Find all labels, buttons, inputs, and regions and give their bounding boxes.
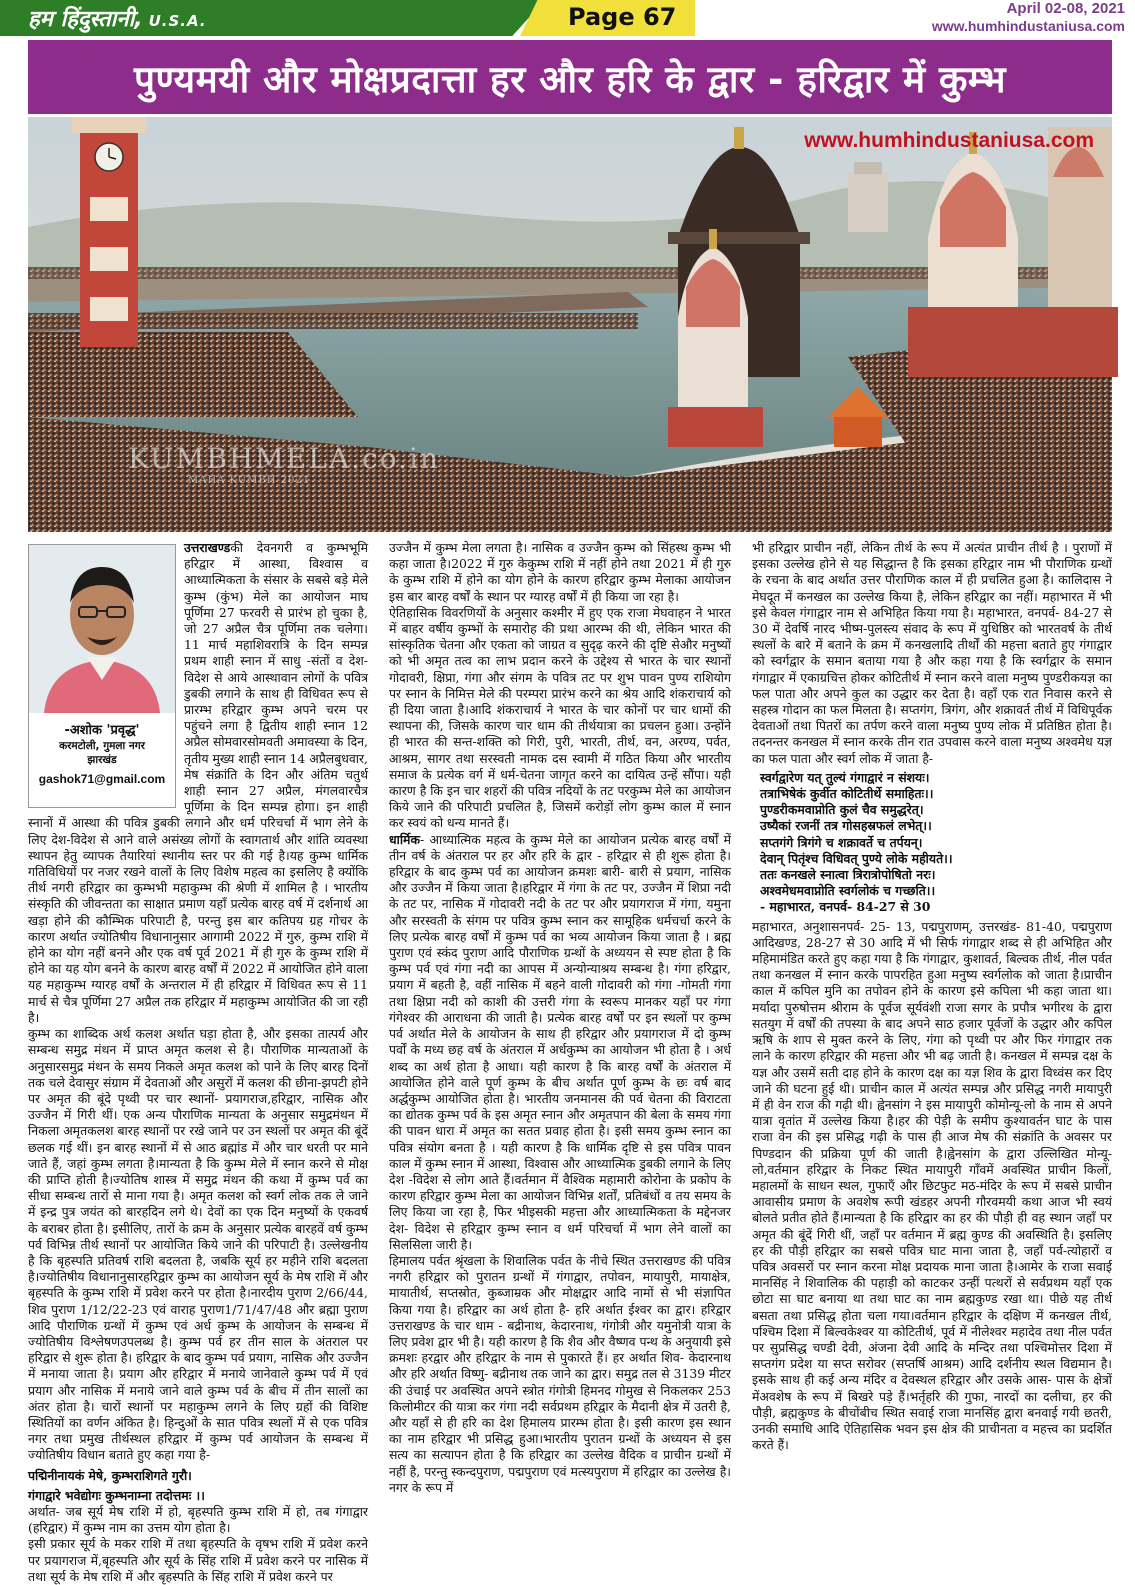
watermark-subtext: MAHA KUMBH 2021	[188, 475, 311, 486]
shloka-line: स्वर्गद्वारेण यत् तुल्यं गंगाद्वारं न संशयः।	[760, 769, 930, 785]
headline-title: पुण्यमयी और मोक्षप्रदात्ता हर और हरि के द्वार - हरिद्वार में कुम्भ	[134, 57, 1006, 101]
photo-watermark	[128, 442, 440, 486]
col2-p3-text: - आध्यात्मिक महत्व के कुम्भ मेले का आयोजन प्रत्येक बारह वर्षों में तीन वर्ष के अंतराल पर हर और हरि के द्वार - हरिद्वार से ही शुरू होता है। हरिद्वार के बाद कुम्भ पर्व का आयोजन क्रमशः बारी- बारी से प्रयाग, नासिक और उज्जैन में किया जाता है।हरिद्वार में गंगा के तट पर, उज्जैन में शिप्रा नदी के तट पर, नासिक में गोदावरी नदी के तट पर और प्रयागराज में गंगा, यमुना और सरस्वती के संगम पर पवित्र कुम्भ स्नान कर सामूहिक धर्मचर्चा करने के लिए प्रत्येक बारह वर्षों में कुम्भ पर्व का भव्य आयोजन किया जाता है । ब्रह्म पुराण एवं स्कंद पुराण आदि पौराणिक ग्रन्थों के अध्ययन से स्पष्ट होता है कि कुम्भ पर्व एवं गंगा नदी का आपस में अन्योन्याश्रय सम्बन्ध है। गंगा हरिद्वार, प्रयाग में बहती है, वहीं नासिक में बहने वाली गोदावरी को गंगा -गोमती गंगा तथा क्षिप्रा नदी को काशी की उत्तरी गंगा के स्वरूप मानकर यहाँ पर गंगा गंगेश्वर की आराधना की जाती है। प्रत्येक बारह वर्षों पर इन स्थलों पर कुम्भ पर्व अर्थात मेले के आयोजन के साथ ही हरिद्वार और प्रयागराज में दो कुम्भ पर्वों के मध्य छह वर्ष के अंतराल में अर्धकुम्भ का आयोजन भी होता है । अर्ध शब्द का अर्थ होता है आधा। यही कारण है कि बारह वर्षों के अंतराल में आयोजित होने वाले पूर्ण कुम्भ के बीच अर्थात पूर्ण कुम्भ के छः वर्ष बाद अर्द्धकुम्भ आयोजित होता है। भारतीय जनमानस की पर्व चेतना की विराटता का द्योतक कुम्भ पर्व के इस अमृत स्नान और अमृतपान की बेला के समय गंगा की पावन धारा में अमृत का सतत प्रवाह होता है। इसी समय कुम्भ स्नान का पवित्र संयोग बनता है । यही कारण है कि धार्मिक दृष्टि से इस पवित्र पावन काल में कुम्भ स्नान में आस्था, विश्वास और आध्यात्मिक डुबकी लगाने के लिए देश -विदेश से लोग आते हैं।वर्तमान में वैश्विक महामारी कोरोना के प्रकोप के कारण हरिद्वार कुम्भ मेला का आयोजन विभिन्न शर्तों, प्रतिबंधों व तय समय के लिए किया जा रहा है, फिर भीइसकी महत्ता और आध्यात्मिकता के मद्देनजर देश- विदेश से हरिद्वार कुम्भ स्नान व धर्म परिचर्चा में भाग लेने वालों का सिलसिला जारी है।	[389, 831, 731, 1252]
author-name: -अशोक 'प्रवृद्ध'	[64, 723, 140, 738]
article-column-2	[389, 540, 731, 1495]
col3-paragraph-1: भी हरिद्वार प्राचीन नहीं, लेकिन तीर्थ के रूप में अत्यंत प्राचीन तीर्थ है । पुराणों में इसका उल्लेख होने से यह सिद्धान्त है कि इसका हरिद्वार नाम भी पौराणिक ग्रन्थों के रचना के बाद अर्थात उत्तर पौराणिक काल में ही प्रचलित हुआ है। कालिदास ने मेघदूत में कनखल का उल्लेख किया है, लेकिन हरिद्वार का नहीं। महाभारत में भी इसे केवल गंगाद्वार नाम से अभिहित किया गया है। महाभारत, वनपर्व- 84-27 से 30 में देवर्षि नारद भीष्म-पुलस्त्य संवाद के रूप में युधिष्ठिर को भारतवर्ष के तीर्थ स्थलों के बारे में बताने के क्रम में कनखलादि तीर्थों की महत्ता बताते हुए गंगाद्वार को स्वर्गद्वार के समान बताया गया है और कहा गया है कि स्वर्गद्वार के समान गंगाद्वार में एकाग्रचित्त होकर कोटितीर्थ में स्नान करने वाला मनुष्य पुण्डरीकयज्ञ का फल पाता और अपने कुल का उद्धार कर देता है। वहाँ एक रात निवास करने से सहस्त्र गोदान का फल मिलता है। सप्तगंग, त्रिगंग, और शक्रावर्त तीर्थ में विधिपूर्वक देवताओं तथा पितरों का तर्पण करने वाला मनुष्य पुण्य लोक में प्रतिष्ठित होता है। तदनन्तर कनखल में स्नान करके तीन रात उपवास करने वाला मनुष्य अश्वमेध यज्ञ का फल पाता और स्वर्ग लोक में जाता है-	[752, 540, 1112, 766]
shloka-line: उष्यैकां रजनीं तत्र गोसहस्रफलं लभेत्।।	[760, 818, 932, 834]
author-place-2: झारखंड	[87, 754, 117, 767]
author-email[interactable]: gashok71@gmail.com	[38, 772, 166, 787]
issue-date: April 02-08, 2021	[1006, 0, 1125, 17]
col1-paragraph-2: कुम्भ का शाब्दिक अर्थ कलश अर्थात घड़ा होता है, और इसका तात्पर्य और सम्बन्ध समुद्र मंथन में प्राप्त अमृत कलश से है। पौराणिक मान्यताओं के अनुसारसमुद्र मंथन के समय निकले अमृत कलश को पाने के लिए बारह दिनों तक चले देवासुर संग्राम में देवताओं और असुरों में कलश की छीना-झपटी होने पर अमृत की बूंदे पृथ्वी पर चार स्थानों- प्रयागराज,हरिद्वार, नासिक और उज्जैन में गिरी थीं। एक अन्य पौराणिक मान्यता के अनुसार समुद्रमंथन में निकला अमृतकलश बारह स्थानों पर रखे जाने पर उन स्थलों पर अमृत की बूंदें छलक गई थीं। इन बारह स्थानों में से आठ ब्रह्मांड में और चार धरती पर माने जाते हैं, जहां कुम्भ लगता है।मान्यता है कि कुम्भ मेले में स्नान करने से मोक्ष की प्राप्ति होती है।ज्योतिष शास्त्र में समुद्र मंथन की कथा में कुम्भ पर्व का सीधा सम्बन्ध तारों से माना गया है। अमृत कलश को स्वर्ग लोक तक ले जाने में इन्द्र पुत्र जयंत को बारहदिन लगे थे। देवों का एक दिन मनुष्यों के एकवर्ष के बराबर होता है। इसीलिए, तारों के क्रम के अनुसार प्रत्येक बारहवें वर्ष कुम्भ पर्व विभिन्न तीर्थ स्थानों पर आयोजित किये जाने की परिपाटी है। उल्लेखनीय है कि बृहस्पति प्रतिवर्ष राशि बदलता है, जबकि सूर्य हर महीने राशि बदलता है।ज्योतिषीय विधानानुसारहरिद्वार कुम्भ का आयोजन सूर्य के मेष राशि में और बृहस्पति के कुम्भ राशि में प्रवेश करने पर होता है।नारदीय पुराण 2/66/44, शिव पुराण 1/12/22-23 एवं वाराह पुराण1/71/47/48 और ब्रह्मा पुराण आदि पौराणिक ग्रन्थों में कुम्भ एवं अर्ध कुम्भ के आयोजन के सम्बन्ध में ज्योतिषीय विश्लेषणउपलब्ध है। कुम्भ पर्व हर तीन साल के अंतराल पर हरिद्वार से शुरू होता है। हरिद्वार के बाद कुम्भ पर्व प्रयाग, नासिक और उज्जैन में मनाया जाता है। प्रयाग और हरिद्वार में मनाये जानेवाले कुम्भ पर्व में एवं प्रयाग और नासिक में मनाये जाने वाले कुम्भ पर्व के बीच में तीन सालों का अंतर होता है। चारों स्थानों पर महाकुम्भ लगने के लिए ग्रहों की विशिष्ट स्थितियों का वर्णन अंकित है। हिन्दुओं के सात पवित्र स्थलों में से एक पवित्र नगर तथा प्रमुख तीर्थस्थल हरिद्वार में कुम्भ पर्व आयोजन के सम्बन्ध में ज्योतिषीय विधान बताते हुए कहा गया है-	[28, 1026, 368, 1463]
clock-tower	[72, 117, 146, 347]
col1-shloka-1: पद्मिनीनायकं मेषे, कुम्भराशिगते गुरौ।	[28, 1467, 192, 1483]
col1-p1-text: की देवनगरी व कुम्भभूमि हरिद्वार में आस्था, विश्वास व आध्यात्मिकता के संसार के सबसे बड़े मेले कुम्भ (कुंभ) मेले का आयोजन माघ पूर्णिमा 27 फरवरी से प्रारंभ हो चुका है, जो 27 अप्रैल चैत्र पूर्णिमा तक चलेगा। 11 मार्च महाशिवरात्रि के दिन सम्पन्न प्रथम शाही स्नान में साधु -संतों व देश- विदेश से आये आस्थावान लोगों के पवित्र डुबकी लगाने के साथ ही विधिवत रूप से प्रारम्भ हरिद्वार कुम्भ अपने चरम पर पहुंचने लगा है द्वितीय शाही स्नान 12 अप्रैल सोमवारसोमवती अमावस्या के दिन, तृतीय मुख्य शाही स्नान 14 अप्रैलबुधवार, मेष संक्रांति के दिन और अंतिम चतुर्थ शाही स्नान 27 अप्रैल, मंगलवारचैत्र पूर्णिमा के दिन सम्पन्न होगा। इन शाही स्नानों में आस्था की पवित्र डुबकी लगाने और धर्म परिचर्चा में भाग लेने के लिए देश-विदेश से आने वाले असंख्य लोगों के स्वागतार्थ और शांति व्यवस्था स्थापन हेतु व्यापक तैयारियां स्थानीय स्तर पर की गई है।यह कुम्भ धार्मिक गतिविधियों पर नजर रखने वालों के लिए विशेष महत्व का इसलिए है क्योंकि तीर्थ नगरी हरिद्वार का कुम्भभी महाकुम्भ की श्रेणी में शामिल है । भारतीय संस्कृति की जीवन्तता का साक्षात प्रमाण यहाँ प्रत्येक बारह वर्ष में दर्शनार्थ आ खड़ा होने की कौम्भिक परिपाटी है, परन्तु इस बार कतिपय ग्रह गोचर के कारण अर्थात ज्योतिषीय विधानानुसार आगामी 2022 में गुरु, कुम्भ राशि में होने का योग नहीं बनने और एक वर्ष पूर्व 2021 में ही गुरु के कुम्भ राशि में होने का यह योग बनने के कारण बारह वर्षों में 2022 में आयोजित होने वाला यह महाकुम्भ ग्यारह वर्षों के अन्तराल में ही हरिद्वार में विधिवत रूप से 11 मार्च से चैत्र पूर्णिमा 27 अप्रैल तक हरिद्वार में महाकुम्भ आयोजित की जा रही है।	[28, 540, 368, 1025]
page-number: Page 67	[568, 3, 677, 31]
masthead	[0, 0, 1135, 36]
author-place-1: करमटोली, गुमला नगर	[59, 740, 145, 753]
col2-paragraph-3	[389, 832, 731, 1253]
shloka-line: पुण्डरीकमवाप्नोति कुलं चैव समुद्धरेत्।	[760, 802, 924, 818]
author-portrait	[29, 545, 175, 713]
col1-paragraph-4: इसी प्रकार सूर्य के मकर राशि में तथा बृहस्पति के वृषभ राशि में प्रवेश करने पर प्रयागराज में,बृहस्पति और सूर्य के सिंह राशि में प्रवेश करने पर नासिक में तथा सूर्य के मेष राशि में और बृहस्पति के सिंह राशि में प्रवेश करने पर	[28, 1536, 368, 1584]
shloka-line: अश्वमेधमवाप्नोति स्वर्गलोकं च गच्छति।।	[760, 883, 936, 899]
col2-paragraph-4: हिमालय पर्वत श्रृंखला के शिवालिक पर्वत के नीचे स्थित उत्तराखण्ड की पवित्र नगरी हरिद्वार को पुरातन ग्रन्थों में गंगाद्वार, तपोवन, मायापुरी, मायाक्षेत्र, मायातीर्थ, सप्तस्रोत, कुब्जाम्रक और मोक्षद्वार आदि नामों से भी संज्ञापित किया गया है। हरिद्वार का अर्थ होता है- हरि अर्थात ईश्वर का द्वार। हरिद्वार उत्तराखण्ड के चार धाम - बद्रीनाथ, केदारनाथ, गंगोत्री और यमुनोत्री यात्रा के लिए प्रवेश द्वार भी है। यही कारण है कि शैव और वैष्णव पन्थ के अनुयायी इसे क्रमशः हरद्वार और हरिद्वार के नाम से पुकारते हैं। हर अर्थात शिव- केदारनाथ और हरि अर्थात विष्णु- बद्रीनाथ तक जाने का द्वार। समुद्र तल से 3139 मीटर की उंचाई पर अवस्थित अपने स्त्रोत गंगोत्री हिमनद गोमुख से निकलकर 253 किलोमीटर की यात्रा कर गंगा नदी सर्वप्रथम हरिद्वार के मैदानी क्षेत्र में उतरी है, और यहाँ से ही हरि का देश हिमालय प्रारम्भ होता है। इसी कारण इस स्थान का नाम हरिद्वार भी प्रसिद्ध हुआ।भारतीय पुरातन ग्रन्थों के अध्ययन से इस सत्य का सत्यापन होता है कि हरिद्वार का उल्लेख वैदिक व प्राचीन ग्रन्थों में नहीं है, परन्तु स्कन्दपुराण, पद्मपुराण एवं मत्स्यपुराण में हरिद्वार का उल्लेख है। नगर के रूप में	[389, 1252, 731, 1495]
col3-shloka-block	[752, 770, 1112, 916]
kumbh-photo	[28, 117, 1112, 532]
headline-banner	[28, 40, 1112, 114]
col2-paragraph-2: ऐतिहासिक विवरणियों के अनुसार कश्मीर में हुए एक राजा मेघवाहन ने भारत में बाहर वर्षीय कुम्भों के समारोह की प्रथा आरम्भ की थी, लेकिन भारत की सांस्कृतिक चेतना और एकता को जाग्रत व सुदृढ़ करने की दृष्टि सेऔर मनुष्यों को भी अमृत तत्व का लाभ प्रदान करने के उद्देश्य से भारत के चार स्थानों गोदावरी, क्षिप्रा, गंगा और संगम के पवित्र तट पर शुभ पावन पुण्य राशियोग पर स्नान के निमित्त मेले की परम्परा प्रारंभ करने का श्रेय आदि शंकराचार्य को ही दिया जाता है।आदि शंकराचार्य ने भारत के चार कोनों पर चार धामों की स्थापना की, जिसके कारण चार धाम की तीर्थयात्रा का प्रचलन हुआ। उन्होंने ही भारत की सन्त-शक्ति को गिरी, पुरी, भारती, तीर्थ, वन, अरण्य, पर्वत, आश्रम, सागर तथा सरस्वती नामक दस स्वामी में गठित किया और भारतीय समाज के प्रत्येक वर्ग में धर्म-चेतना जागृत करने का दायित्व उन्हें सौंपा। यही कारण है कि इन चार शहरों की पवित्र नदियों के तट परकुम्भ मेले का आयोजन किये जाने की परिपाटी प्रचलित है, जिसमें करोड़ों लोग कुम्भ काल में स्नान कर स्वयं को धन्य मानते हैं।	[389, 604, 731, 831]
author-box	[28, 544, 176, 808]
shloka-reference: - महाभारत, वनपर्व- 84-27 से 30	[760, 899, 931, 915]
lead-word: उत्तराखण्ड	[184, 540, 231, 555]
shloka-line: सप्तगंगे त्रिगंगे च शक्रावर्ते च तर्पयन्।	[760, 834, 923, 850]
article-column-3	[752, 540, 1112, 1476]
author-photo	[29, 545, 175, 713]
shloka-line: तत्राभिषेकं कुर्वीत कोटितीर्थे समाहितः।।	[760, 786, 934, 802]
col2-p3-lead: धार्मिक	[389, 831, 420, 847]
paper-name	[28, 3, 207, 33]
article-column-1	[28, 540, 368, 1584]
col1-shloka-2: गंगाद्वारे भवेद्योगः कुम्भनाम्ना तदोत्तमः ।।	[28, 1487, 205, 1503]
shloka-line: देवान् पितृंश्च विधिवत् पुण्ये लोके महीयते।।	[760, 850, 953, 866]
paper-name-text: हम हिंदुस्तानी,	[28, 7, 143, 32]
col2-paragraph-1: उज्जैन में कुम्भ मेला लगता है। नासिक व उज्जैन कुम्भ को सिंहस्थ कुम्भ भी कहा जाता है।2022 में गुरु केकुम्भ राशि में नहीं होने तथा 2021 में ही गुरु के कुम्भ राशि में होने का योग होने के कारण हरिद्वार कुम्भ मेलाका आयोजन इस बार बारह वर्षों के स्थान पर ग्यारह वर्षों में ही किया जा रहा है।	[389, 540, 731, 604]
shloka-line: ततः कनखले स्नात्वा त्रिरात्रोपोषितो नरः।	[760, 867, 936, 883]
distant-building	[848, 162, 888, 232]
paper-region: U.S.A.	[148, 12, 207, 30]
col3-paragraph-2: महाभारत, अनुशासनपर्व- 25- 13, पद्मपुराणम्, उत्तरखंड- 81-40, पद्मपुराण आदिखण्ड, 28-27 से 30 आदि में भी सिर्फ गंगाद्वार शब्द से ही अभिहित और महिमामंडित करते हुए कहा गया है कि गंगाद्वार, कुशावर्त, बिल्वक तीर्थ, नील पर्वत तथा कनखल में स्नान करके पापरहित हुआ मनुष्य स्वर्गलोक को जाता है।प्राचीन काल में कपिल मुनि का तपोवन होने के कारण इसे कपिला भी कहा जाता था। मर्यादा पुरुषोत्तम श्रीराम के पूर्वज सूर्यवंशी राजा सगर के प्रपौत्र भगीरथ के द्वारा सतयुग में वर्षों की तपस्या के बाद अपने साठ हजार पूर्वजों के उद्धार और कपिल ऋषि के शाप से मुक्त करने के लिए, गंगा को पृथ्वी पर और फिर गंगाद्वार तक लाने के कारण हरिद्वार की महत्ता और भी बढ़ जाती है। कनखल में सम्पन्न दक्ष के यज्ञ और उसमें सती दाह होने के कारण दक्ष का यज्ञ शिव के द्वारा विध्वंस कर दिए जाने की घटना हुई थी। प्राचीन काल में अत्यंत सम्पन्न और प्रसिद्ध नगरी मायापुरी में ही वेन राज की गढ़ी थी। ह्वेनसांग ने इस मायापुरी कोमोन्यू-लो के नाम से अपने यात्रा वृतांत में उल्लेख किया है।हर की पेड़ी के समीप कुश्यावर्तन घाट के पास राजा वेन की इस प्रसिद्ध गढ़ी के पास ही आज मेष की संक्रांति के अवसर पर पिण्डदान की प्रक्रिया पूर्ण की जाती है।ह्वेनसांग के द्वारा उल्लिखित मोन्यू-लो,वर्तमान हरिद्वार के निकट स्थित मायापुरी गाँवमें अवस्थित प्राचीन किलों, महालमों के साधन स्थल, गुफाएँ और छिटफुट मठ-मंदिर के रूप में सबसे प्राचीन आवासीय प्रमाण के अवशेष रूपी खंडहर अपनी गौरवमयी कथा आज भी स्वयं बोलते प्रतीत होते हैं।मान्यता है कि हरिद्वार का हर की पौड़ी ही वह स्थान जहाँ पर अमृत की बूंदें गिरी थीं, जहाँ पर वर्तमान में ब्रह्म कुण्ड की अवस्थिति है। इसलिए हर की पौड़ी हरिद्वार का सबसे पवित्र घाट माना जाता है, जहाँ पर्व-त्योहारों व पवित्र अवसरों पर स्नान करना मोक्ष प्रदायक माना जाता है।आमेर के राजा सवाई मानसिंह ने शिवालिक की पहाड़ी को काटकर उन्हीं पत्थरों से सर्वप्रथम यहाँ एक छोटा सा घाट बनाया था तथा घाट का नाम ब्रह्मकुण्ड रखा था। पीछे यह तीर्थ बसता तथा प्रसिद्ध होता चला गया।वर्तमान हरिद्वार के दक्षिण में कनखल तीर्थ, पश्चिम दिशा में बिल्वकेश्वर या कोटितीर्थ, पूर्व में नीलेश्वर महादेव तथा नील पर्वत पर सुप्रसिद्ध चण्डी देवी, अंजना देवी आदि के मन्दिर तथा पश्चिमोत्तर दिशा में सप्तगंग प्रदेश या सप्त सरोवर (सप्तर्षि आश्रम) आदि दर्शनीय स्थल विद्यमान है।इसके साथ ही कई अन्य मंदिर व देवस्थल हरिद्वार और उसके आस- पास के क्षेत्रों मेंअवशेष के रूप में बिखरे पड़े हैं।भर्तृहरि की गुफा, नारदों का दलीचा, हर की पौड़ी, ब्रह्मकुण्ड के बीचोंबीच स्थित सवाई राजा मानसिंह द्वारा बनवाई गयी छतरी, उनकी समाधि आदि ऐतिहासिक भवन इस क्षेत्र की प्राचीनता व महत्त्व का प्रदर्शित करते हैं।	[752, 918, 1112, 1453]
watermark-text: KUMBHMELA.co.in	[128, 442, 440, 475]
website-url[interactable]: www.humhindustaniusa.com	[931, 18, 1125, 34]
photo-overlay-url[interactable]: www.humhindustaniusa.com	[804, 129, 1094, 152]
col1-paragraph-3: अर्थात- जब सूर्य मेष राशि में हो, बृहस्पति कुम्भ राशि में हो, तब गंगाद्वार (हरिद्वार) में कुम्भ नाम का उत्तम योग होता है।	[28, 1503, 368, 1536]
